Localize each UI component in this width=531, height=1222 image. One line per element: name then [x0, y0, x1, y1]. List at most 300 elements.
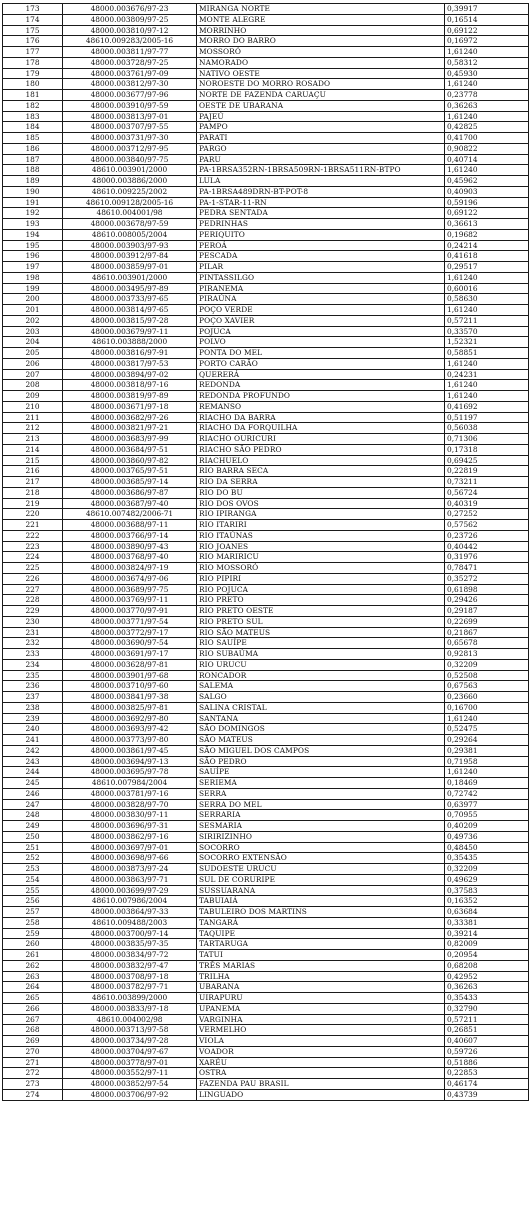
row-number-cell: 244	[3, 767, 63, 778]
table-row	[3, 1014, 529, 1025]
value-cell: 0,71958	[445, 756, 529, 767]
row-number-cell: 228	[3, 595, 63, 606]
process-number-cell: 48000.003734/97-28	[63, 1036, 197, 1047]
row-number-cell: 220	[3, 509, 63, 520]
value-cell: 0,42952	[445, 971, 529, 982]
row-number-cell: 188	[3, 165, 63, 176]
process-number-cell: 48000.003811/97-77	[63, 47, 197, 58]
row-number-cell: 199	[3, 283, 63, 294]
field-name-cell: SESMARIA	[197, 821, 445, 832]
table-row	[3, 950, 529, 961]
value-cell: 0,49629	[445, 874, 529, 885]
field-name-cell: PEDRINHAS	[197, 219, 445, 230]
row-number-cell: 193	[3, 219, 63, 230]
row-number-cell: 178	[3, 57, 63, 68]
value-cell: 0,35272	[445, 573, 529, 584]
row-number-cell: 271	[3, 1057, 63, 1068]
field-name-cell: RIACHO DA BARRA	[197, 412, 445, 423]
table-row	[3, 380, 529, 391]
field-name-cell: PARATI	[197, 133, 445, 144]
value-cell: 0,22853	[445, 1068, 529, 1079]
table-row	[3, 122, 529, 133]
value-cell: 0,57211	[445, 1014, 529, 1025]
table-row	[3, 240, 529, 251]
row-number-cell: 232	[3, 638, 63, 649]
table-row	[3, 659, 529, 670]
process-number-cell: 48000.003821/97-21	[63, 423, 197, 434]
row-number-cell: 262	[3, 960, 63, 971]
process-number-cell: 48000.003894/97-02	[63, 369, 197, 380]
table-row	[3, 681, 529, 692]
row-number-cell: 194	[3, 229, 63, 240]
row-number-cell: 256	[3, 896, 63, 907]
field-name-cell: LINGUADO	[197, 1089, 445, 1100]
process-number-cell: 48000.003832/97-47	[63, 960, 197, 971]
value-cell: 0,24214	[445, 240, 529, 251]
row-number-cell: 179	[3, 68, 63, 79]
table-row	[3, 294, 529, 305]
table-row	[3, 917, 529, 928]
process-number-cell: 48000.003770/97-91	[63, 606, 197, 617]
field-name-cell: RIO DA SERRA	[197, 477, 445, 488]
process-number-cell: 48000.003552/97-11	[63, 1068, 197, 1079]
field-name-cell: PEROÁ	[197, 240, 445, 251]
field-name-cell: REDONDA PROFUNDO	[197, 391, 445, 402]
field-name-cell: RIO PRETO OESTE	[197, 606, 445, 617]
value-cell: 0,68208	[445, 960, 529, 971]
process-number-cell: 48000.003886/2000	[63, 176, 197, 187]
value-cell: 0,41618	[445, 251, 529, 262]
field-name-cell: RIO PRETO	[197, 595, 445, 606]
table-row	[3, 1025, 529, 1036]
value-cell: 0,16514	[445, 14, 529, 25]
field-name-cell: PAMPO	[197, 122, 445, 133]
field-name-cell: SOCORRO	[197, 842, 445, 853]
value-cell: 0,39917	[445, 4, 529, 15]
row-number-cell: 186	[3, 143, 63, 154]
field-name-cell: TARTARUGA	[197, 939, 445, 950]
process-number-cell: 48000.003833/97-18	[63, 1003, 197, 1014]
process-number-cell: 48000.003860/97-82	[63, 455, 197, 466]
value-cell: 0,56038	[445, 423, 529, 434]
table-row	[3, 1079, 529, 1090]
row-number-cell: 267	[3, 1014, 63, 1025]
process-number-cell: 48000.003814/97-65	[63, 305, 197, 316]
value-cell: 0,60016	[445, 283, 529, 294]
value-cell: 1,61240	[445, 358, 529, 369]
process-number-cell: 48000.003765/97-51	[63, 466, 197, 477]
table-row	[3, 735, 529, 746]
field-name-cell: UPANEMA	[197, 1003, 445, 1014]
value-cell: 0,51886	[445, 1057, 529, 1068]
table-row	[3, 466, 529, 477]
process-number-cell: 48000.003834/97-72	[63, 950, 197, 961]
process-number-cell: 48610.003888/2000	[63, 337, 197, 348]
process-number-cell: 48000.003710/97-60	[63, 681, 197, 692]
value-cell: 0,33381	[445, 917, 529, 928]
row-number-cell: 223	[3, 541, 63, 552]
value-cell: 0,71306	[445, 434, 529, 445]
value-cell: 0,43739	[445, 1089, 529, 1100]
process-number-cell: 48000.003688/97-11	[63, 520, 197, 531]
row-number-cell: 173	[3, 4, 63, 15]
process-number-cell: 48000.003628/97-81	[63, 659, 197, 670]
value-cell: 1,61240	[445, 767, 529, 778]
field-name-cell: VERMELHO	[197, 1025, 445, 1036]
table-row	[3, 939, 529, 950]
field-name-cell: PONTA DO MEL	[197, 348, 445, 359]
process-number-cell: 48000.003706/97-92	[63, 1089, 197, 1100]
row-number-cell: 200	[3, 294, 63, 305]
row-number-cell: 204	[3, 337, 63, 348]
value-cell: 0,65678	[445, 638, 529, 649]
value-cell: 0,52508	[445, 670, 529, 681]
table-row	[3, 326, 529, 337]
process-number-cell: 48000.003679/97-11	[63, 326, 197, 337]
value-cell: 0,29187	[445, 606, 529, 617]
value-cell: 0,40319	[445, 498, 529, 509]
table-row	[3, 1036, 529, 1047]
table-row	[3, 756, 529, 767]
value-cell: 0,49736	[445, 831, 529, 842]
row-number-cell: 222	[3, 530, 63, 541]
row-number-cell: 218	[3, 487, 63, 498]
value-cell: 0,56724	[445, 487, 529, 498]
field-name-cell: MORRINHO	[197, 25, 445, 36]
row-number-cell: 238	[3, 702, 63, 713]
row-number-cell: 270	[3, 1046, 63, 1057]
row-number-cell: 247	[3, 799, 63, 810]
row-number-cell: 212	[3, 423, 63, 434]
table-row	[3, 1003, 529, 1014]
table-row	[3, 864, 529, 875]
process-number-cell: 48000.003704/97-67	[63, 1046, 197, 1057]
table-row	[3, 520, 529, 531]
row-number-cell: 264	[3, 982, 63, 993]
field-name-cell: PINTASSILGO	[197, 272, 445, 283]
row-number-cell: 250	[3, 831, 63, 842]
process-number-cell: 48000.003713/97-58	[63, 1025, 197, 1036]
table-row	[3, 197, 529, 208]
table-row	[3, 401, 529, 412]
table-row	[3, 262, 529, 273]
field-name-cell: SÃO DOMINGOS	[197, 724, 445, 735]
row-number-cell: 216	[3, 466, 63, 477]
process-number-cell: 48000.003859/97-01	[63, 262, 197, 273]
table-row	[3, 154, 529, 165]
value-cell: 0,42825	[445, 122, 529, 133]
value-cell: 0,70955	[445, 810, 529, 821]
table-row	[3, 702, 529, 713]
process-number-cell: 48000.003689/97-75	[63, 584, 197, 595]
process-number-cell: 48610.008005/2004	[63, 229, 197, 240]
value-cell: 0,58851	[445, 348, 529, 359]
process-number-cell: 48000.003781/97-16	[63, 788, 197, 799]
field-name-cell: PARU	[197, 154, 445, 165]
process-number-cell: 48000.003691/97-17	[63, 649, 197, 660]
field-name-cell: PAJEÚ	[197, 111, 445, 122]
process-number-cell: 48000.003771/97-54	[63, 616, 197, 627]
table-row	[3, 25, 529, 36]
value-cell: 0,16972	[445, 36, 529, 47]
process-number-cell: 48000.003728/97-25	[63, 57, 197, 68]
row-number-cell: 272	[3, 1068, 63, 1079]
value-cell: 0,58312	[445, 57, 529, 68]
row-number-cell: 189	[3, 176, 63, 187]
row-number-cell: 245	[3, 778, 63, 789]
field-name-cell: PEDRA SENTADA	[197, 208, 445, 219]
field-name-cell: REDONDA	[197, 380, 445, 391]
field-name-cell: RIO PIPIRI	[197, 573, 445, 584]
value-cell: 0,20954	[445, 950, 529, 961]
value-cell: 0,40442	[445, 541, 529, 552]
field-name-cell: FAZENDA PAU BRASIL	[197, 1079, 445, 1090]
row-number-cell: 217	[3, 477, 63, 488]
process-number-cell: 48000.003678/97-59	[63, 219, 197, 230]
table-row	[3, 638, 529, 649]
table-row	[3, 57, 529, 68]
table-row	[3, 530, 529, 541]
row-number-cell: 230	[3, 616, 63, 627]
value-cell: 0,41700	[445, 133, 529, 144]
row-number-cell: 191	[3, 197, 63, 208]
field-name-cell: OSTRA	[197, 1068, 445, 1079]
table-row	[3, 4, 529, 15]
process-number-cell: 48000.003690/97-54	[63, 638, 197, 649]
value-cell: 1,61240	[445, 272, 529, 283]
field-name-cell: SALEMA	[197, 681, 445, 692]
process-number-cell: 48000.003863/97-71	[63, 874, 197, 885]
row-number-cell: 219	[3, 498, 63, 509]
row-number-cell: 221	[3, 520, 63, 531]
row-number-cell: 233	[3, 649, 63, 660]
process-number-cell: 48000.003684/97-51	[63, 444, 197, 455]
field-name-cell: TANGARÁ	[197, 917, 445, 928]
process-number-cell: 48000.003830/97-11	[63, 810, 197, 821]
table-row	[3, 251, 529, 262]
table-row	[3, 713, 529, 724]
value-cell: 0,69122	[445, 25, 529, 36]
row-number-cell: 265	[3, 993, 63, 1004]
process-number-cell: 48610.007986/2004	[63, 896, 197, 907]
row-number-cell: 237	[3, 692, 63, 703]
table-row	[3, 552, 529, 563]
field-name-cell: QUERERÁ	[197, 369, 445, 380]
value-cell: 1,61240	[445, 165, 529, 176]
value-cell: 0,63684	[445, 907, 529, 918]
value-cell: 0,63977	[445, 799, 529, 810]
table-row	[3, 982, 529, 993]
row-number-cell: 263	[3, 971, 63, 982]
table-row	[3, 745, 529, 756]
row-number-cell: 266	[3, 1003, 63, 1014]
process-number-cell: 48000.003873/97-24	[63, 864, 197, 875]
table-row	[3, 272, 529, 283]
table-row	[3, 444, 529, 455]
process-number-cell: 48000.003699/97-29	[63, 885, 197, 896]
value-cell: 0,36263	[445, 982, 529, 993]
field-name-cell: SALINA CRISTAL	[197, 702, 445, 713]
field-name-cell: SÃO MIGUEL DOS CAMPOS	[197, 745, 445, 756]
process-number-cell: 48000.003778/97-01	[63, 1057, 197, 1068]
table-row	[3, 487, 529, 498]
field-name-cell: POJUCA	[197, 326, 445, 337]
value-cell: 0,29264	[445, 735, 529, 746]
field-name-cell: MIRANGA NORTE	[197, 4, 445, 15]
field-name-cell: SÃO MATEUS	[197, 735, 445, 746]
table-row	[3, 111, 529, 122]
field-name-cell: RIO SUBAÚMA	[197, 649, 445, 660]
table-row	[3, 509, 529, 520]
table-row	[3, 133, 529, 144]
table-row	[3, 971, 529, 982]
row-number-cell: 251	[3, 842, 63, 853]
row-number-cell: 239	[3, 713, 63, 724]
row-number-cell: 229	[3, 606, 63, 617]
process-number-cell: 48000.003773/97-80	[63, 735, 197, 746]
row-number-cell: 198	[3, 272, 63, 283]
row-number-cell: 196	[3, 251, 63, 262]
value-cell: 0,32209	[445, 659, 529, 670]
row-number-cell: 206	[3, 358, 63, 369]
table-row	[3, 283, 529, 294]
table-row	[3, 1046, 529, 1057]
process-number-cell: 48000.003810/97-12	[63, 25, 197, 36]
field-name-cell: MOSSORÓ	[197, 47, 445, 58]
fields-table	[2, 3, 529, 1101]
field-name-cell: POÇO VERDE	[197, 305, 445, 316]
process-number-cell: 48000.003694/97-13	[63, 756, 197, 767]
row-number-cell: 261	[3, 950, 63, 961]
table-row	[3, 219, 529, 230]
field-name-cell: RONCADOR	[197, 670, 445, 681]
process-number-cell: 48000.003693/97-42	[63, 724, 197, 735]
process-number-cell: 48000.003841/97-38	[63, 692, 197, 703]
field-name-cell: UIRAPURU	[197, 993, 445, 1004]
table-row	[3, 831, 529, 842]
table-row	[3, 724, 529, 735]
process-number-cell: 48000.003671/97-18	[63, 401, 197, 412]
process-number-cell: 48610.003901/2000	[63, 272, 197, 283]
process-number-cell: 48000.003817/97-53	[63, 358, 197, 369]
field-name-cell: PARGO	[197, 143, 445, 154]
field-name-cell: REMANSO	[197, 401, 445, 412]
process-number-cell: 48610.009488/2003	[63, 917, 197, 928]
table-row	[3, 778, 529, 789]
value-cell: 0,48450	[445, 842, 529, 853]
process-number-cell: 48000.003686/97-87	[63, 487, 197, 498]
field-name-cell: SERRARIA	[197, 810, 445, 821]
field-name-cell: LULA	[197, 176, 445, 187]
field-name-cell: RIO JOANES	[197, 541, 445, 552]
table-row	[3, 616, 529, 627]
value-cell: 0,58630	[445, 294, 529, 305]
value-cell: 0,41692	[445, 401, 529, 412]
table-row	[3, 68, 529, 79]
row-number-cell: 274	[3, 1089, 63, 1100]
table-row	[3, 627, 529, 638]
row-number-cell: 227	[3, 584, 63, 595]
field-name-cell: RIO PRETO SUL	[197, 616, 445, 627]
row-number-cell: 249	[3, 821, 63, 832]
table-row	[3, 595, 529, 606]
field-name-cell: TABULEIRO DOS MARTINS	[197, 907, 445, 918]
row-number-cell: 213	[3, 434, 63, 445]
table-row	[3, 573, 529, 584]
field-name-cell: PERIQUITO	[197, 229, 445, 240]
row-number-cell: 234	[3, 659, 63, 670]
process-number-cell: 48000.003818/97-16	[63, 380, 197, 391]
value-cell: 1,61240	[445, 305, 529, 316]
process-number-cell: 48000.003835/97-35	[63, 939, 197, 950]
table-row	[3, 79, 529, 90]
table-row	[3, 208, 529, 219]
row-number-cell: 252	[3, 853, 63, 864]
table-row	[3, 928, 529, 939]
row-number-cell: 208	[3, 380, 63, 391]
process-number-cell: 48000.003816/97-91	[63, 348, 197, 359]
value-cell: 0,24231	[445, 369, 529, 380]
table-row	[3, 993, 529, 1004]
row-number-cell: 248	[3, 810, 63, 821]
field-name-cell: SERRA	[197, 788, 445, 799]
field-name-cell: SUDOESTE URUCU	[197, 864, 445, 875]
table-row	[3, 165, 529, 176]
process-number-cell: 48000.003712/97-95	[63, 143, 197, 154]
process-number-cell: 48610.007482/2006-71	[63, 509, 197, 520]
table-row	[3, 423, 529, 434]
process-number-cell: 48000.003840/97-75	[63, 154, 197, 165]
value-cell: 0,78471	[445, 563, 529, 574]
value-cell: 0,45930	[445, 68, 529, 79]
field-name-cell: TAQUIPE	[197, 928, 445, 939]
field-name-cell: RIO POJUCA	[197, 584, 445, 595]
field-name-cell: SAUÍPE	[197, 767, 445, 778]
field-name-cell: RIACHO SÃO PEDRO	[197, 444, 445, 455]
field-name-cell: VARGINHA	[197, 1014, 445, 1025]
process-number-cell: 48000.003828/97-70	[63, 799, 197, 810]
table-row	[3, 90, 529, 101]
row-number-cell: 255	[3, 885, 63, 896]
process-number-cell: 48000.003766/97-14	[63, 530, 197, 541]
field-name-cell: RIO BARRA SECA	[197, 466, 445, 477]
value-cell: 0,21867	[445, 627, 529, 638]
field-name-cell: PORTO CARÃO	[197, 358, 445, 369]
row-number-cell: 214	[3, 444, 63, 455]
field-name-cell: NORTE DE FAZENDA CARUAÇU	[197, 90, 445, 101]
value-cell: 0,29517	[445, 262, 529, 273]
process-number-cell: 48000.003864/97-33	[63, 907, 197, 918]
value-cell: 0,37583	[445, 885, 529, 896]
process-number-cell: 48000.003768/97-40	[63, 552, 197, 563]
value-cell: 1,61240	[445, 47, 529, 58]
value-cell: 0,92813	[445, 649, 529, 660]
row-number-cell: 257	[3, 907, 63, 918]
value-cell: 0,52475	[445, 724, 529, 735]
row-number-cell: 253	[3, 864, 63, 875]
row-number-cell: 176	[3, 36, 63, 47]
row-number-cell: 259	[3, 928, 63, 939]
process-number-cell: 48000.003815/97-28	[63, 315, 197, 326]
process-number-cell: 48000.003700/97-14	[63, 928, 197, 939]
table-row	[3, 14, 529, 25]
field-name-cell: PIRANEMA	[197, 283, 445, 294]
table-row	[3, 305, 529, 316]
value-cell: 0,16352	[445, 896, 529, 907]
field-name-cell: SUSSUARANA	[197, 885, 445, 896]
table-row	[3, 412, 529, 423]
row-number-cell: 224	[3, 552, 63, 563]
